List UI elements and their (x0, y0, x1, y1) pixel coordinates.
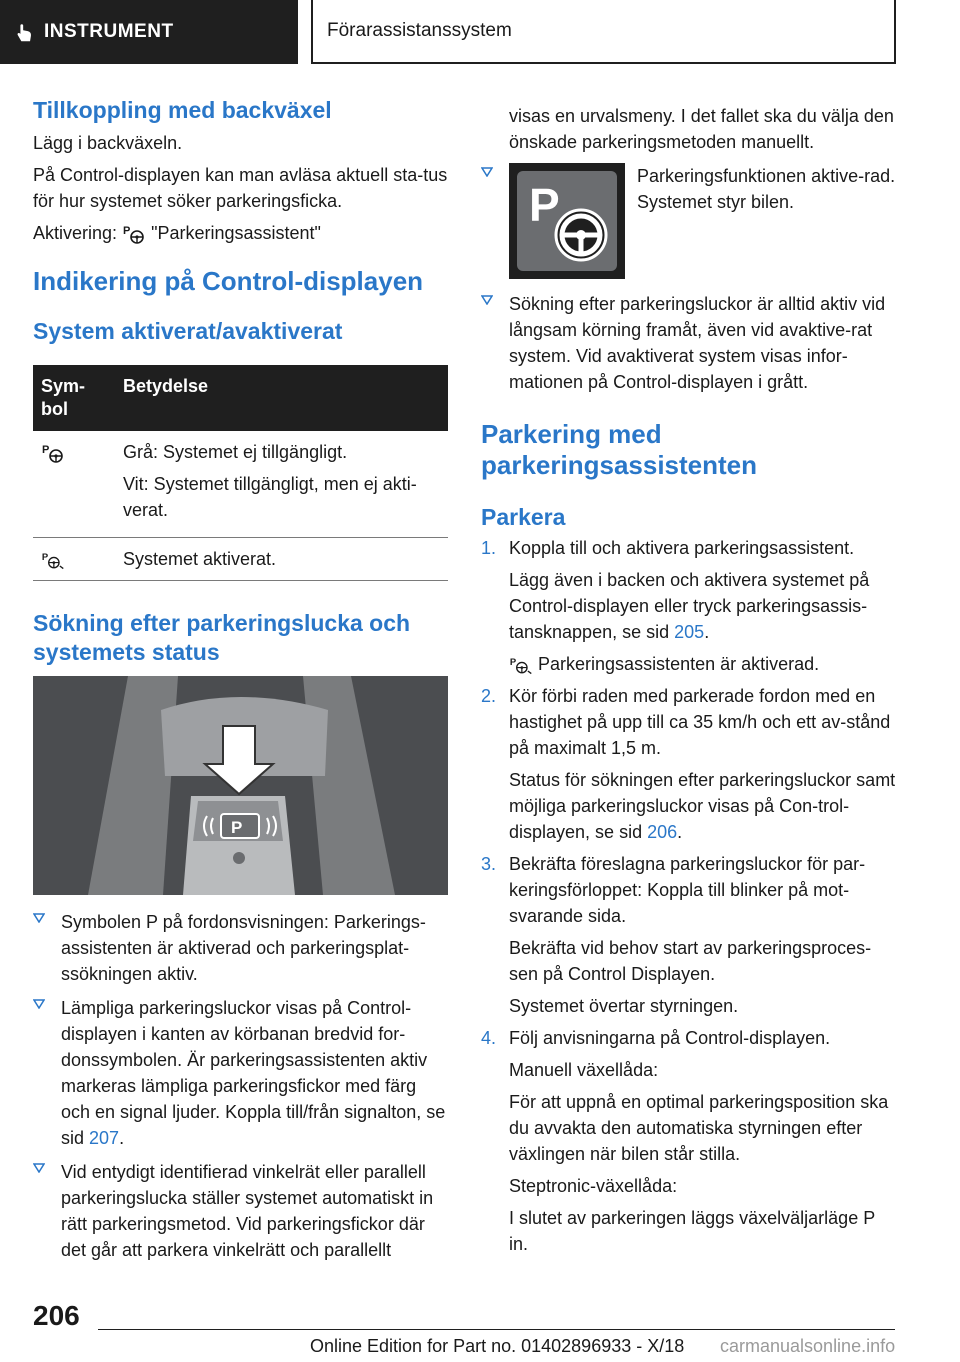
list-item (481, 163, 896, 279)
parking-display-illustration (33, 676, 448, 895)
page-link[interactable]: 206 (647, 822, 678, 842)
heading-parkera: Parkera (481, 504, 566, 530)
activation-line (33, 220, 448, 246)
svg-text:P: P (509, 656, 517, 668)
right-column (481, 103, 896, 1263)
heading-system: System aktiverat/avaktiverat (33, 318, 343, 344)
svg-text:P: P (529, 179, 560, 231)
step-4-detail: Steptronic-växellåda: (509, 1176, 678, 1196)
meaning-text: Grå: Systemet ej tillgängligt. (123, 442, 348, 462)
parking-assistant-icon (41, 442, 65, 464)
left-bullets (33, 909, 448, 1271)
hand-pointer-icon (14, 22, 36, 44)
footer-edition: Online Edition for Part no. 01402896933 - X/18 (310, 1336, 685, 1356)
step-2-detail: Status för sökningen efter parkeringsluckor samt möjliga parkeringsluckor visas på Con-trol-displayen, se sid 206. (509, 770, 896, 842)
activation-value: "Parkeringsassistent" (151, 223, 321, 243)
list-item (481, 291, 896, 395)
page-link[interactable]: 207 (89, 1128, 120, 1148)
symbol-table (33, 365, 448, 581)
heading-park: Parkering med parkeringsassistenten (481, 419, 758, 480)
svg-text:P: P (231, 818, 243, 837)
icon-description: Parkeringsfunktionen aktive-rad. Systemet styr bilen. (637, 166, 896, 212)
meaning-cell (115, 431, 448, 538)
triangle-bullet-icon (33, 913, 45, 923)
footer-watermark[interactable]: carmanualsonline.info (720, 1336, 896, 1356)
svg-text:P: P (42, 444, 50, 457)
step-4-detail: I slutet av parkeringen läggs växelväljarläge P in. (509, 1208, 875, 1254)
section-title: INSTRUMENT (44, 21, 174, 42)
step-1: 1. Koppla till och aktivera parkeringsassistent. (481, 538, 855, 558)
list-item-text: Symbolen P på fordonsvisningen: Parkerings-assistenten är aktiverad och parkeringsplat-ssökningen aktiv. (61, 912, 426, 984)
parking-assistant-active-icon (41, 549, 65, 571)
col-header-symbol: Sym-bol (33, 365, 115, 431)
left-column (33, 96, 448, 673)
parking-assistant-active-icon (509, 654, 533, 676)
heading-display: Indikering på Control-displayen (33, 266, 424, 296)
list-item (33, 909, 448, 987)
list-item (33, 1159, 448, 1263)
header-section-tab (0, 0, 298, 64)
svg-text:P: P (41, 551, 49, 563)
step-4: 4. Följ anvisningarna på Control-displayen. (481, 1028, 831, 1048)
parking-function-active-icon (509, 163, 625, 279)
paragraph: Lägg i backväxeln. (33, 133, 183, 153)
list-item (33, 995, 448, 1151)
table-row (33, 431, 448, 538)
meaning-cell: Systemet aktiverat. (115, 538, 448, 581)
meaning-text: Vit: Systemet tillgängligt, men ej akti-verat. (123, 474, 417, 520)
col-header-meaning: Betydelse (115, 365, 448, 431)
triangle-bullet-icon (481, 167, 493, 177)
parking-assistant-icon (122, 223, 146, 245)
footer-divider (98, 1329, 895, 1330)
heading-reverse: Tillkoppling med backväxel (33, 97, 332, 123)
list-item-text: Vid entydigt identifierad vinkelrät eller parallell parkeringslucka ställer systemet automatiskt in rätt parkeringsmetod. Vid parkeringsfickor där det går att parkera vinkelrätt och parallellt (61, 1162, 434, 1260)
activation-label: Aktivering: (33, 223, 118, 243)
step-4-detail: Manuell växellåda: (509, 1060, 659, 1080)
heading-search: Sökning efter parkeringslucka och systemets status (33, 610, 411, 665)
symbol-cell (33, 538, 115, 581)
triangle-bullet-icon (481, 295, 493, 305)
page-number: 206 (33, 1300, 80, 1331)
step-3: 3. Bekräfta föreslagna parkeringsluckor för par-keringsförloppet: Koppla till blinker på mot-svarande sida. (481, 854, 866, 926)
svg-text:P: P (123, 225, 131, 238)
paragraph: På Control-displayen kan man avläsa aktuell sta-tus för hur systemet söker parkeringsficka. (33, 165, 448, 211)
list-item-text: Sökning efter parkeringsluckor är alltid aktiv vid långsam körning framåt, även vid avaktive-rat system. Vid avaktiverat system visas infor-mationen på Control-displayen i grått. (509, 294, 886, 392)
symbol-cell (33, 431, 115, 538)
triangle-bullet-icon (33, 1163, 45, 1173)
table-row (33, 538, 448, 581)
car-top-view-icon (33, 676, 448, 895)
step-2: 2. Kör förbi raden med parkerade fordon med en hastighet på upp till ca 35 km/h och ett av-stånd på maximalt 1,5 m. (481, 686, 891, 758)
step-1-detail: Lägg även i backen och aktivera systemet på Control-displayen eller tryck parkeringsassis-tansknappen, se sid 205. (509, 570, 870, 642)
step-3-detail: Systemet övertar styrningen. (509, 996, 739, 1016)
chapter-title: Förarassistanssystem (327, 20, 512, 41)
page-link[interactable]: 205 (674, 622, 705, 642)
step-1-status: P Parkeringsassistenten är aktiverad. (481, 651, 896, 677)
step-4-detail: För att uppnå en optimal parkeringsposition ska du avvakta den automatiska styrningen efter växlingen när bilen står stilla. (509, 1092, 889, 1164)
list-item-text: Lämpliga parkeringsluckor visas på Control-displayen i kanten av körbanan bredvid for-donssymbolen. Är parkeringsassistenten aktiv markeras lämpliga parkeringsfickor med färg och en signal ljuder. Koppla till/från signalton, se sid 207. (61, 998, 446, 1148)
header-chapter-tab (311, 0, 896, 64)
paragraph: visas en urvalsmeny. I det fallet ska du välja den önskade parkeringsmetoden manuellt. (509, 106, 894, 152)
step-3-detail: Bekräfta vid behov start av parkeringsproces-sen på Control Displayen. (509, 938, 872, 984)
triangle-bullet-icon (33, 999, 45, 1009)
